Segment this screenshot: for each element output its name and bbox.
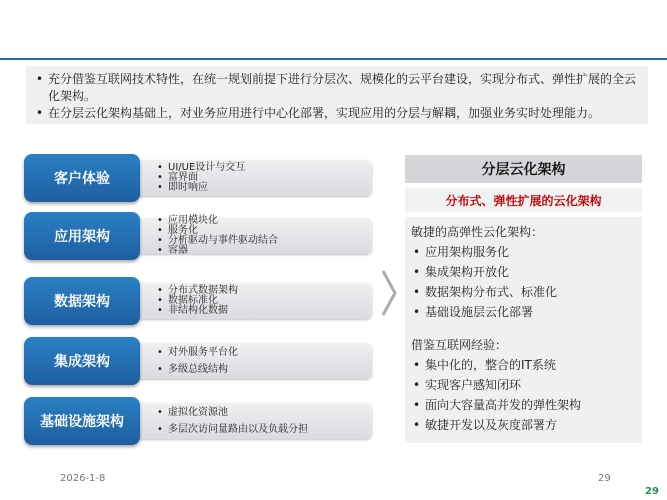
layer-item: • 分析驱动与事件驱动结合 bbox=[156, 236, 366, 246]
layer-item: • 非结构化数据 bbox=[156, 306, 366, 316]
right-panel-title: 分层云化架构 bbox=[405, 155, 642, 183]
layer-integration-architecture bbox=[24, 337, 372, 385]
layer-item: • 数据标准化 bbox=[156, 296, 366, 306]
layer-application-architecture bbox=[24, 212, 372, 260]
layer-item: • 多级总线结构 bbox=[156, 361, 366, 378]
layer-customer-experience bbox=[24, 154, 372, 202]
layer-data-architecture bbox=[24, 277, 372, 325]
layer-items bbox=[156, 160, 366, 196]
section-item: • 敏捷开发以及灰度部署方 bbox=[411, 415, 636, 435]
layer-label: 集成架构 bbox=[24, 337, 140, 385]
section-item: • 基础设施层云化部署 bbox=[411, 302, 636, 322]
section-item: • 应用架构服务化 bbox=[411, 242, 636, 262]
section-heading: 借鉴互联网经验： bbox=[411, 338, 508, 352]
intro-bullet: • 充分借鉴互联网技术特性，在统一规划前提下进行分层次、规模化的云平台建设，实现分布式、弹性扩展的全云化架构。 bbox=[34, 71, 640, 105]
layer-item: • 分布式数据架构 bbox=[156, 286, 366, 296]
section-item: • 数据架构分布式、标准化 bbox=[411, 282, 636, 302]
right-panel-subtitle: 分布式、弹性扩展的云化架构 bbox=[405, 188, 642, 212]
section-item: • 实现客户感知闭环 bbox=[411, 375, 636, 395]
intro-box bbox=[26, 66, 648, 124]
layer-label: 数据架构 bbox=[24, 277, 140, 325]
section-item: • 集成架构开放化 bbox=[411, 262, 636, 282]
right-panel-content bbox=[405, 217, 642, 443]
footer-date: 2026-1-8 bbox=[60, 473, 106, 484]
section-item: • 集中化的，整合的IT系统 bbox=[411, 355, 636, 375]
section-gap bbox=[411, 322, 636, 336]
layer-item: • 虚拟化资源池 bbox=[156, 404, 366, 421]
header-divider bbox=[0, 58, 667, 60]
layer-item: • 容器 bbox=[156, 246, 366, 256]
layer-item: • 即时响应 bbox=[156, 183, 366, 193]
layer-items bbox=[156, 215, 366, 256]
layer-item: • UI/UE设计与交互 bbox=[156, 163, 366, 173]
layer-item: • 多层次访问量路由以及负载分担 bbox=[156, 421, 366, 438]
layer-infrastructure-architecture bbox=[24, 397, 372, 445]
layer-items bbox=[156, 283, 366, 319]
section-item: • 面向大容量高并发的弹性架构 bbox=[411, 395, 636, 415]
intro-bullet: • 在分层云化架构基础上，对业务应用进行中心化部署，实现应用的分层与解耦，加强业务实时处理能力。 bbox=[34, 105, 640, 122]
layer-label: 应用架构 bbox=[24, 212, 140, 260]
layer-item: • 对外服务平台化 bbox=[156, 344, 366, 361]
layer-items bbox=[156, 403, 366, 439]
section-heading: 敏捷的高弹性云化架构： bbox=[411, 225, 544, 239]
layer-label: 基础设施架构 bbox=[24, 397, 140, 445]
layer-item: • 应用模块化 bbox=[156, 216, 366, 226]
footer-page: 29 bbox=[598, 473, 611, 484]
layer-item: • 服务化 bbox=[156, 226, 366, 236]
layer-label: 客户体验 bbox=[24, 154, 140, 202]
page-number: 29 bbox=[645, 486, 659, 497]
layer-item: • 富界面 bbox=[156, 173, 366, 183]
arrow-right-icon bbox=[380, 268, 398, 318]
layer-items bbox=[156, 343, 366, 379]
